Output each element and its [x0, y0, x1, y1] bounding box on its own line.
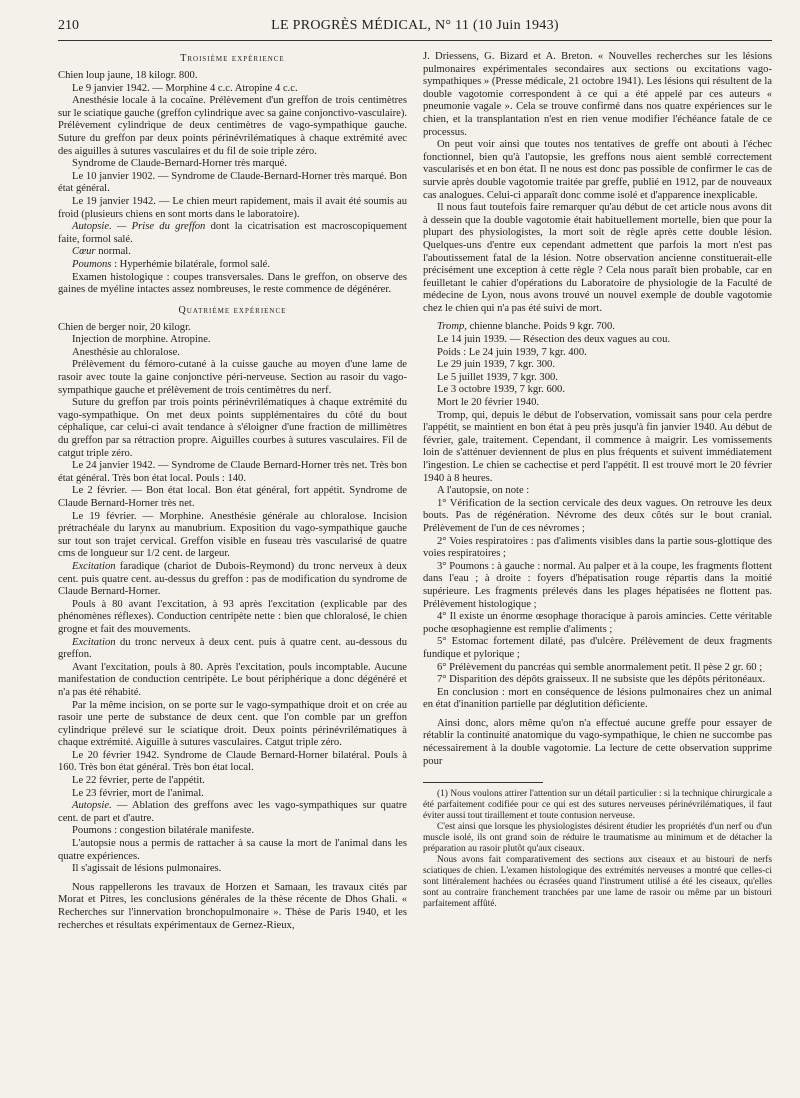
autopsy-label: Autopsie.	[72, 800, 112, 812]
finding-item: 1° Vérification de la section cervicale des deux vagues. On retrouve les deux bouts. Pas de régénération. Névrome des deux côtés sur le bout cranial. Prélèvement de l'un de ces névromes ;	[423, 497, 772, 534]
paragraph	[58, 637, 407, 662]
paragraph: Poumons : congestion bilatérale manifeste.	[72, 825, 255, 837]
paragraph: Le 19 janvier 1942. — Le chien meurt rapidement, mais il avait été soumis au froid (plusieurs chiens en sont morts dans le laboratoire).	[58, 195, 407, 220]
paragraph: Ainsi donc, alors même qu'on n'a effectué aucune greffe pour essayer de rétablir la continuité anatomique du vago-sympathique, le chien ne succombe pas nécessairement à la double vagotomie. La lecture de cette observation supprime pour	[423, 717, 772, 767]
excitation-label: Excitation	[72, 636, 116, 648]
date-line: Le 5 juillet 1939, 7 kgr. 300.	[437, 371, 558, 383]
page-number: 210	[58, 18, 79, 33]
autopsy-label: Autopsie. — Prise du greffon	[72, 221, 206, 233]
paragraph: Avant l'excitation, pouls à 80. Après l'excitation, pouls incomptable. Aucune manifestation de conduction centripète. Le bout périphérique a donc dégénéré et n'a pas été réhabité.	[58, 661, 407, 698]
footnote: C'est ainsi que lorsque les physiologistes désirent étudier les propriétés d'un nerf ou d'un muscle isolé, ils ont grand soin de réduire le traumatisme au minimum et de détacher la préparation au rasoir plutôt qu'aux ciseaux.	[423, 822, 772, 855]
autopsy-text: — Ablation des greffons avec les vago-sympathiques sur quatre cent. de part et d'autre.	[58, 800, 407, 824]
right-column	[423, 51, 772, 932]
poumons-text: : Hyperhémie bilatérale, formol salé.	[111, 258, 270, 270]
excitation-text: faradique (chariot de Dubois-Reymond) du tronc nerveux à deux cent. puis quatre cent. au-dessus du greffon : pas de modification du syndrome de Claude Bernard-Horner.	[58, 560, 407, 598]
paragraph	[58, 259, 407, 272]
paragraph: L'autopsie nous a permis de rattacher à sa cause la mort de l'animal dans les quatre expériences.	[58, 838, 407, 862]
paragraph: Injection de morphine. Atropine.	[72, 334, 211, 346]
paragraph: Nous rappellerons les travaux de Horzen et Samaan, les travaux cités par Morat et Pitres, les conclusions générales de la thèse récente de Dhos Ghali. « Recherches sur l'innervation bronchopulmonaire ». Thèse de Paris 1940, et les recherches et résultats expérimentaux de Gernez-Rieux,	[58, 881, 407, 931]
paragraph: Le 24 janvier 1942. — Syndrome de Claude Bernard-Horner très net. Très bon état général. Très bon état local. Pouls : 140.	[58, 460, 407, 484]
finding-item: 2° Voies respiratoires : pas d'aliments visibles dans la partie sous-glottique des voies respiratoires ;	[423, 535, 772, 560]
case-paragraph	[423, 321, 772, 334]
paragraph: Le 20 février 1942. Syndrome de Claude Bernard-Horner bilatéral. Pouls à 160. Très bon état général. Très bon état local.	[58, 749, 407, 774]
case-label: Tromp,	[437, 321, 467, 333]
footnote-divider	[423, 782, 543, 783]
page-header	[58, 14, 772, 41]
poumons-label: Poumons	[72, 258, 112, 270]
paragraph: Anesthésie au chloralose.	[72, 346, 180, 358]
finding-item: 5° Estomac fortement dilaté, pas d'ulcère. Prélèvement de deux fragments fundique et pylorique ;	[423, 636, 772, 660]
paragraph: Pouls à 80 avant l'excitation, à 93 après l'excitation (explicable par des phénomènes réflexes). Conduction centripète nette : bien que chloralosé, le chien grogne et fait des mouvements.	[58, 598, 407, 635]
finding-item: 3° Poumons : à gauche : normal. Au palper et à la coupe, les fragments flottent dans l'eau ; à droite : foyers d'hépatisation rouge répartis dans la moitié supérieure. Les fragments prélevés dans les plages hépatisées ne flottent pas. Prélèvement histologique ;	[423, 560, 772, 610]
autopsy-text: dont la cicatrisation est macroscopiquement faite, formol salé.	[58, 221, 407, 245]
paragraph: Il s'agissait de lésions pulmonaires.	[72, 863, 222, 875]
autopsy-paragraph	[58, 221, 407, 246]
footnote: (1) Nous voulons attirer l'attention sur un détail particulier : si la technique chirurgicale a été parfaitement codifiée pour ce qui est des sutures nerveuses périnévrilématiques, il faut éviter aussi tout tiraillement et toute contusion nerveuse.	[423, 789, 772, 822]
paragraph: Syndrome de Claude-Bernard-Horner très marqué.	[72, 158, 288, 170]
date-line: Le 3 octobre 1939, 7 kgr. 600.	[437, 384, 565, 396]
paragraph: Le 2 février. — Bon état local. Bon état général, fort appétit. Syndrome de Claude Bernard-Horner très net.	[58, 485, 407, 509]
paragraph: Le 10 janvier 1902. — Syndrome de Claude-Bernard-Horner très marqué. Bon état général.	[58, 170, 407, 195]
paragraph: Examen histologique : coupes transversales. Dans le greffon, on observe des gaines de myéline intactes assez nombreuses, le reste commence de dégénérer.	[58, 271, 407, 296]
coeur-text: normal.	[95, 246, 131, 258]
paragraph: On peut voir ainsi que toutes nos tentatives de greffe ont abouti à l'échec fonctionnel, bien qu'à l'autopsie, les greffons nous aient semblé correctement vascularisés et en bon état. Il ne nous est donc pas possible de confirmer le cas de survie après double vagotomie traitée par greffe, publié en 1912, par de nouveaux cas analogues. Celui-ci apparaît donc comme isolé et d'apparence inexplicable.	[423, 139, 772, 201]
left-column	[58, 51, 407, 932]
paragraph: Anesthésie locale à la cocaïne. Prélèvement d'un greffon de trois centimètres sur le sciatique gauche (greffon cylindrique avec sa gaine conjonctivo-vasculaire). Prélèvement cylindrique de deux centimètres de vago-sympathique gauche. Suture du greffon par deux points périnévrilématiques à chaque extrémité avec des aiguilles à sutures vasculaires et du fil de soie triple zéro.	[58, 95, 407, 157]
date-line: Mort le 20 février 1940.	[437, 397, 540, 409]
footnote: Nous avons fait comparativement des sections aux ciseaux et au bistouri de nerfs sciatiques de chien. L'examen histologique des extrémités nerveuses a montré que celles-ci sont littéralement hachées ou écrasées quand l'instrument utilisé a été les ciseaux, qu'elles sont au contraire franchement tranchées par une lame de rasoir ou même par un bistouri parfaitement affûté.	[423, 855, 772, 910]
paragraph: Il nous faut toutefois faire remarquer qu'au début de cet article nous avons dit à dessein que la double vagotomie était habituellement mortelle, bien que pour la plupart des physiologistes, la mort soit de règle après cette double lésion. Quelques-uns d'entre eux cependant admettent que parfois la mort n'est pas l'aboutissement fatal de la lésion. Notre observation ancienne constituerait-elle précisément une exception à cette règle ? Cela nous paraît bien probable, car en feuilletant le cahier d'opérations du Laboratoire de physiologie de la Faculté de médecine de Lyon, nous avons trouvé un nouvel exemple de double vagotomie chez le chien qui n'a pas été suivi de mort.	[423, 202, 772, 314]
finding-item: 6° Prélèvement du pancréas qui semble anormalement petit. Il pèse 2 gr. 60 ;	[437, 661, 763, 673]
paragraph	[58, 246, 407, 259]
journal-title: LE PROGRÈS MÉDICAL, N° 11 (10 Juin 1943)	[271, 18, 559, 33]
date-line: Le 29 juin 1939, 7 kgr. 300.	[437, 359, 555, 371]
paragraph: Le 22 février, perte de l'appétit.	[72, 775, 205, 787]
paragraph: Chien de berger noir, 20 kilogr.	[58, 321, 191, 333]
finding-item: 7° Disparition des dépôts graisseux. Il ne subsiste que les dépôts péritonéaux.	[437, 674, 766, 686]
coeur-label: Cœur	[72, 246, 96, 258]
paragraph: Le 9 janvier 1942. — Morphine 4 c.c. Atropine 4 c.c.	[72, 82, 298, 94]
paragraph: Suture du greffon par trois points périnévrilématiques à chaque extrémité du vago-sympathique. On met deux points supplémentaires du côté du bout céphalique, car celui-ci avait tendance à s'éloigner d'une fraction de millimètres du greffon par sa rétraction propre. Aiguilles courbes à sutures vasculaires. Fil de catgut triple zéro.	[58, 397, 407, 459]
paragraph: Le 23 février, mort de l'animal.	[72, 787, 204, 799]
date-line: Poids : Le 24 juin 1939, 7 kgr. 400.	[437, 346, 587, 358]
section-heading-exp4: Quatrième expérience	[178, 304, 287, 316]
paragraph: Chien loup jaune, 18 kilogr. 800.	[58, 70, 198, 81]
excitation-label: Excitation	[72, 560, 116, 572]
paragraph	[58, 561, 407, 599]
excitation-text: du tronc nerveux à deux cent. puis à quatre cent. au-dessous du greffon.	[58, 636, 407, 661]
paragraph: Par la même incision, on se porte sur le vago-sympathique droit et on crée au rasoir une perte de substance de deux cent. que l'on comble par un greffon cylindrique prélevé sur le sciatique droit. Deux points périnévrilématiques à chaque extrémité. Aiguille à sutures vasculaires. Catgut triple zéro.	[58, 699, 407, 749]
section-heading-exp3: Troisième expérience	[180, 53, 285, 64]
finding-item: 4° Il existe un énorme œsophage thoracique à parois amincies. Cette véritable poche œsophagienne est remplie d'aliments ;	[423, 611, 772, 635]
paragraph: Tromp, qui, depuis le début de l'observation, vomissait sans pour cela perdre l'appétit, se maintient en bon état à peu près jusqu'à fin janvier 1940. Au début de février, gale, traitement. Cependant, il commence à maigrir. Les vomissements loin de s'atténuer deviennent de plus en plus fréquents et suivent immédiatement l'ingestion. Le chien se cachectise et perd l'appétit. Il est trouvé mort le 20 février 1940 à 8 heures.	[423, 409, 772, 484]
paragraph: En conclusion : mort en conséquence de lésions pulmonaires chez un animal en état d'inanition partielle par déglutition déficiente.	[423, 686, 772, 711]
paragraph: Le 19 février. — Morphine. Anesthésie générale au chloralose. Incision prétrachéale du larynx au manubrium. Exposition du vago-sympathique gauche sur tout son trajet cervical. Greffon visible en fuseau très vascularisé de quatre cms de longueur sur 1/2 cent. de largeur.	[58, 510, 407, 560]
case-text: chienne blanche. Poids 9 kgr. 700.	[466, 321, 615, 333]
paragraph: A l'autopsie, on note :	[437, 485, 530, 497]
autopsy-paragraph	[58, 800, 407, 825]
paragraph: Prélèvement du fémoro-cutané à la cuisse gauche au moyen d'une lame de rasoir avec toute la gaine conjonctive péri-nerveuse. Section au rasoir du vago-sympathique gauche et prélèvement de trois centimètres du nerf.	[58, 359, 407, 396]
date-line: Le 14 juin 1939. — Résection des deux vagues au cou.	[437, 334, 671, 346]
footnotes	[423, 789, 772, 910]
paragraph: J. Driessens, G. Bizard et A. Breton. « Nouvelles recherches sur les lésions pulmonaires expérimentales secondaires aux sections ou excitations vago-sympathiques » (Presse médicale, 21 octobre 1941). Les lésions qui résultent de la double vagotomie correspondent à ce qui a été appelé par ces auteurs « pneumonie vagale ». Cela se trouve confirmé dans nos quatre expériences sur le chien, et la transplantation n'est en rien venue modifier l'échéance fatale de ce processus.	[423, 51, 772, 138]
